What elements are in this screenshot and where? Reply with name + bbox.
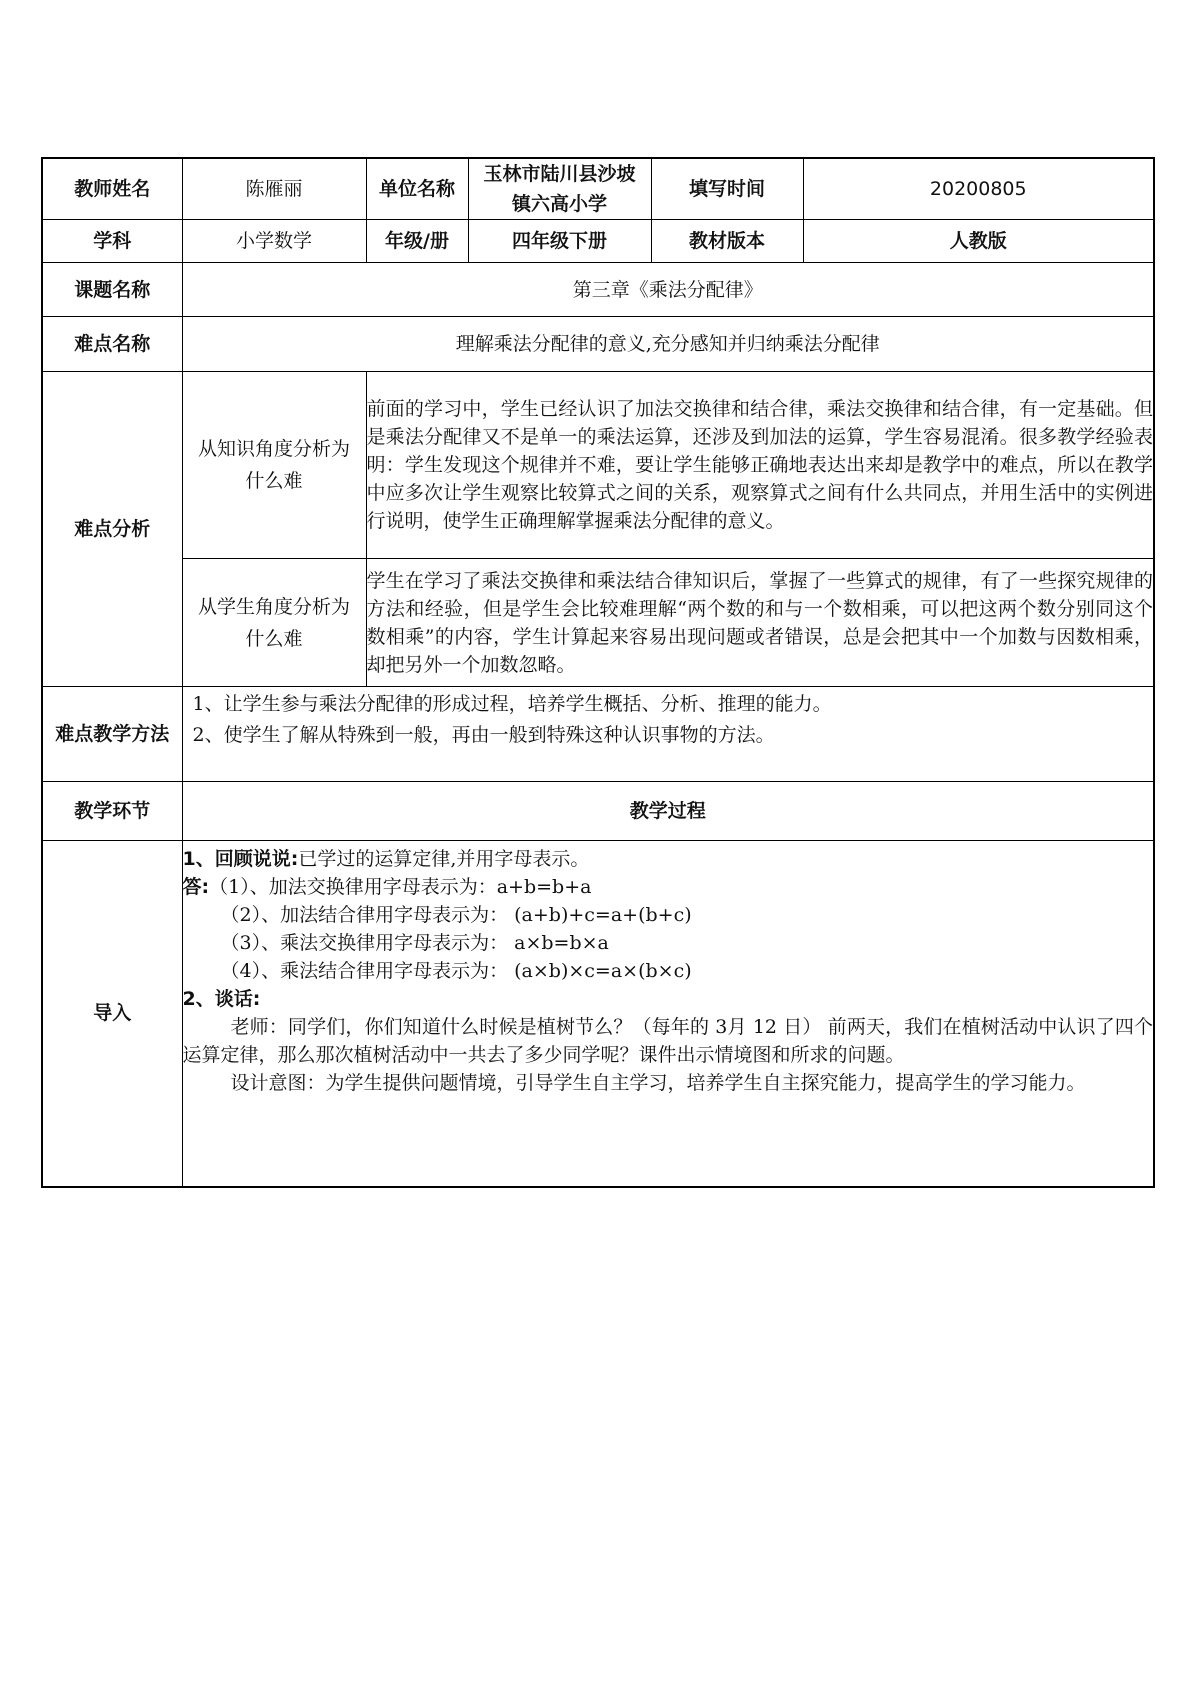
student-angle-label: 从学生角度分析为什么难 [182, 559, 366, 687]
talk-title: 2、谈话: [182, 988, 261, 1010]
row-method [42, 687, 1154, 782]
answer-line-1 [183, 873, 1154, 901]
unit-name-label: 单位名称 [366, 158, 468, 220]
row-intro [42, 841, 1154, 1187]
answer-4: （4）、乘法结合律用字母表示为： (a×b)×c=a×(b×c) [220, 960, 692, 982]
difficulty-value: 理解乘法分配律的意义,充分感知并归纳乘法分配律 [182, 317, 1154, 372]
knowledge-angle-label: 从知识角度分析为什么难 [182, 372, 366, 559]
intro-content [182, 841, 1154, 1187]
row-analysis-student [42, 559, 1154, 687]
method-line-2: 2、使学生了解从特殊到一般，再由一般到特殊这种认识事物的方法。 [192, 724, 775, 746]
difficulty-label: 难点名称 [42, 317, 182, 372]
student-angle-text: 学生在学习了乘法交换律和乘法结合律知识后，掌握了一些算式的规律，有了一些探究规律的方法和经验，但是学生会比较难理解“两个数的和与一个数相乘，可以把这两个数分别同这个数相乘”的内容，学生计算起来容易出现问题或者错误，总是会把其中一个加数与因数相乘，却把另外一个加数忽略。 [366, 559, 1154, 687]
fill-date-value: 20200805 [803, 158, 1154, 220]
row-topic [42, 263, 1154, 317]
fill-date-label: 填写时间 [651, 158, 803, 220]
knowledge-angle-text: 前面的学习中，学生已经认识了加法交换律和结合律，乘法交换律和结合律，有一定基础。但是乘法分配律又不是单一的乘法运算，还涉及到加法的运算，学生容易混淆。很多教学经验表明：学生发现这个规律并不难，要让学生能够正确地表达出来却是教学中的难点，所以在教学中应多次让学生观察比较算式之间的关系，观察算式之间有什么共同点，并用生活中的实例进行说明，使学生正确理解掌握乘法分配律的意义。 [366, 372, 1154, 559]
intro-stage-label: 导入 [42, 841, 182, 1187]
method-text [182, 687, 1154, 782]
method-label: 难点教学方法 [42, 687, 182, 782]
teacher-name-label: 教师姓名 [42, 158, 182, 220]
analysis-label: 难点分析 [42, 372, 182, 687]
method-line-1: 1、让学生参与乘法分配律的形成过程，培养学生概括、分析、推理的能力。 [192, 693, 832, 715]
topic-label: 课题名称 [42, 263, 182, 317]
process-header-label: 教学过程 [182, 782, 1154, 841]
review-text: 已学过的运算定律,并用字母表示。 [298, 848, 590, 870]
answer-3: （3）、乘法交换律用字母表示为： a×b=b×a [220, 932, 609, 954]
review-title: 1、回顾说说: [182, 848, 299, 870]
row-process-header [42, 782, 1154, 841]
topic-value: 第三章《乘法分配律》 [182, 263, 1154, 317]
stage-header-label: 教学环节 [42, 782, 182, 841]
grade-label: 年级/册 [366, 220, 468, 263]
subject-value: 小学数学 [182, 220, 366, 263]
edition-label: 教材版本 [651, 220, 803, 263]
design-intent-text: 设计意图：为学生提供问题情境，引导学生自主学习，培养学生自主探究能力，提高学生的学习能力。 [230, 1072, 1086, 1094]
answer-2: （2）、加法结合律用字母表示为： (a+b)+c=a+(b+c) [220, 904, 692, 926]
review-line [183, 845, 1154, 873]
teacher-name-value: 陈雁丽 [182, 158, 366, 220]
unit-name-value: 玉林市陆川县沙坡镇六高小学 [468, 158, 651, 220]
talk-text: 老师：同学们，你们知道什么时候是植树节么？（每年的 3月 12 日） 前两天，我们在植树活动中认识了四个运算定律，那么那次植树活动中一共去了多少同学呢？课件出示情境图和所求的问题。 [182, 1016, 1153, 1066]
edition-value: 人教版 [803, 220, 1154, 263]
row-analysis-knowledge [42, 372, 1154, 559]
subject-label: 学科 [42, 220, 182, 263]
row-subject-info [42, 220, 1154, 263]
row-difficulty [42, 317, 1154, 372]
answer-label: 答: [182, 876, 210, 898]
row-teacher-info [42, 158, 1154, 220]
answer-1: （1）、加法交换律用字母表示为：a+b=b+a [209, 876, 592, 898]
lesson-plan-table [41, 157, 1155, 1188]
grade-value: 四年级下册 [468, 220, 651, 263]
